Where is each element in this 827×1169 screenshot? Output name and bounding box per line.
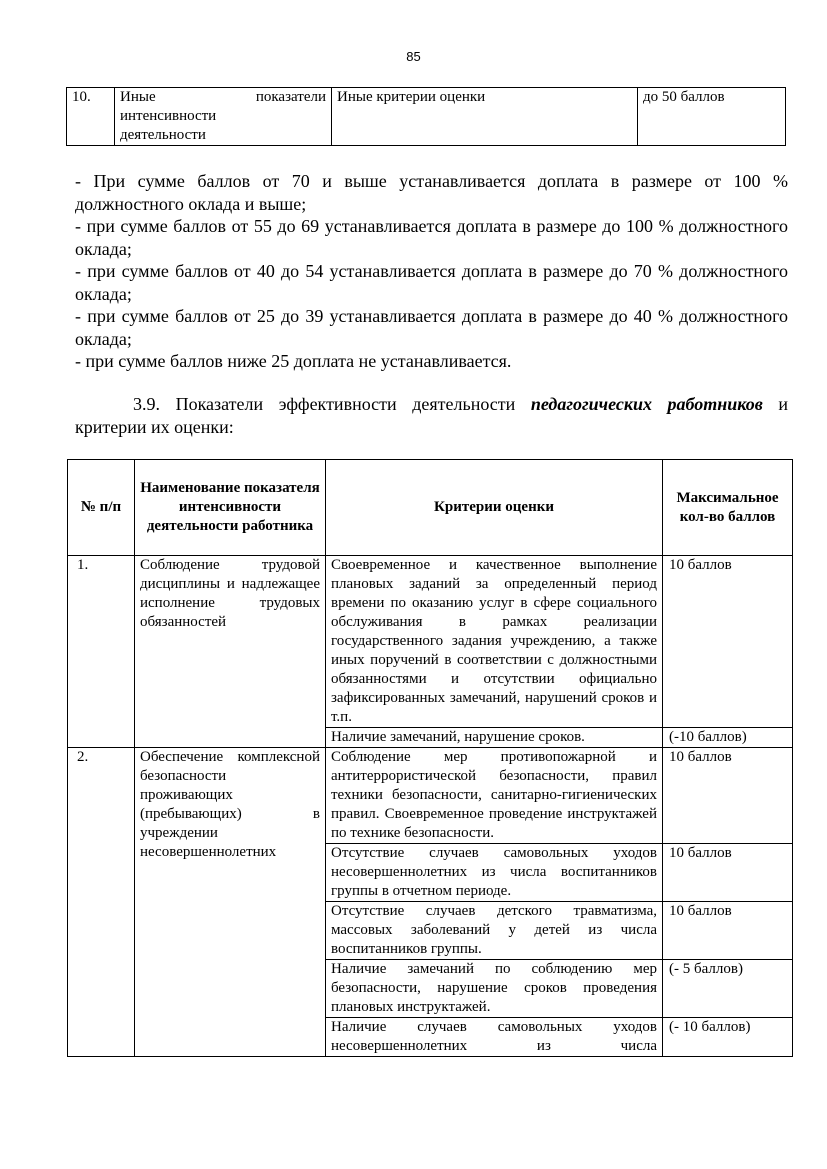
bullet-dash: - (75, 306, 81, 326)
table-row (67, 88, 786, 146)
criteria-cell: Наличие замечаний, нарушение сроков. (326, 728, 663, 748)
criteria-cell: Отсутствие случаев детского травматизма, массовых заболеваний у детей из числа воспитанников группы. (326, 902, 663, 960)
section-text: 3.9. Показатели эффективности деятельности (133, 394, 531, 414)
list-item (75, 350, 788, 373)
criteria-cell: Соблюдение мер противопожарной и антитеррористической безопасности, правил техники безопасности, санитарно-гигиенических правил. Своевременное проведение инструктажей по технике безопасности. (326, 748, 663, 844)
indicator-name-word: показатели (255, 89, 326, 105)
list-item (75, 305, 788, 350)
bullet-dash: - (75, 171, 81, 191)
section-text: и критерии их оценки: (75, 394, 788, 437)
bullet-dash: - (75, 261, 81, 281)
header-name: Наименование показателя интенсивности деятельности работника (135, 460, 326, 556)
table-row (68, 556, 793, 728)
row-number: 2. (68, 748, 135, 1057)
bullet-text: При сумме баллов от 70 и выше устанавливается доплата в размере от 100 % должностного оклада и выше; (75, 171, 788, 214)
header-max-score: Максимальное кол-во баллов (663, 460, 793, 556)
criteria-cell: Отсутствие случаев самовольных уходов несовершеннолетних из числа воспитанников группы в отчетном периоде. (326, 844, 663, 902)
score-cell: (- 5 баллов) (663, 960, 793, 1018)
section-emphasis: педагогических работников (530, 394, 763, 414)
indicator-name-line: деятельности (120, 127, 206, 143)
row-number: 10. (67, 88, 115, 146)
bullet-list (75, 170, 788, 373)
section-heading (75, 393, 788, 438)
indicator-name: Соблюдение трудовой дисциплины и надлежащее исполнение трудовых обязанностей (135, 556, 326, 748)
header-criteria: Критерии оценки (326, 460, 663, 556)
bullet-text: при сумме баллов от 40 до 54 устанавливается доплата в размере до 70 % должностного оклада; (75, 261, 788, 304)
header-number: № п/п (68, 460, 135, 556)
score-cell: 10 баллов (663, 748, 793, 844)
bullet-dash: - (75, 351, 81, 371)
score-cell: (-10 баллов) (663, 728, 793, 748)
row-number: 1. (68, 556, 135, 748)
page-number: 85 (406, 49, 421, 64)
bullet-text: при сумме баллов от 25 до 39 устанавливается доплата в размере до 40 % должностного оклада; (75, 306, 788, 349)
bullet-text: при сумме баллов ниже 25 доплата не устанавливается. (85, 351, 512, 371)
indicator-name (115, 88, 332, 146)
table-header-row (68, 460, 793, 556)
criteria-cell: Наличие случаев самовольных уходов несовершеннолетних из числа (326, 1018, 663, 1057)
list-item (75, 215, 788, 260)
table-row (68, 748, 793, 844)
criteria-cell: Своевременное и качественное выполнение плановых заданий за определенный период времени по оказанию услуг в сфере социального обслуживания в рамках реализации государственного задания учреждению, а также иных поручений в соответствии с должностными обязанностями и отсутствии официально зафиксированных замечаний, нарушений сроков и т.п. (326, 556, 663, 728)
indicator-name-line: интенсивности (120, 108, 217, 124)
criteria-cell: Наличие замечаний по соблюдению мер безопасности, нарушение сроков проведения плановых инструктажей. (326, 960, 663, 1018)
score-cell: 10 баллов (663, 556, 793, 728)
score-cell: до 50 баллов (638, 88, 786, 146)
indicator-name: Обеспечение комплексной безопасности проживающих (пребывающих) в учреждении несовершеннолетних (135, 748, 326, 1057)
bullet-dash: - (75, 216, 81, 236)
score-cell: (- 10 баллов) (663, 1018, 793, 1057)
bullet-text: при сумме баллов от 55 до 69 устанавливается доплата в размере до 100 % должностного оклада; (75, 216, 788, 259)
score-cell: 10 баллов (663, 902, 793, 960)
indicator-name-word: Иные (120, 89, 156, 105)
continuation-table (66, 87, 786, 146)
list-item (75, 170, 788, 215)
criteria-table (67, 459, 793, 1057)
list-item (75, 260, 788, 305)
criteria-cell: Иные критерии оценки (332, 88, 638, 146)
score-cell: 10 баллов (663, 844, 793, 902)
